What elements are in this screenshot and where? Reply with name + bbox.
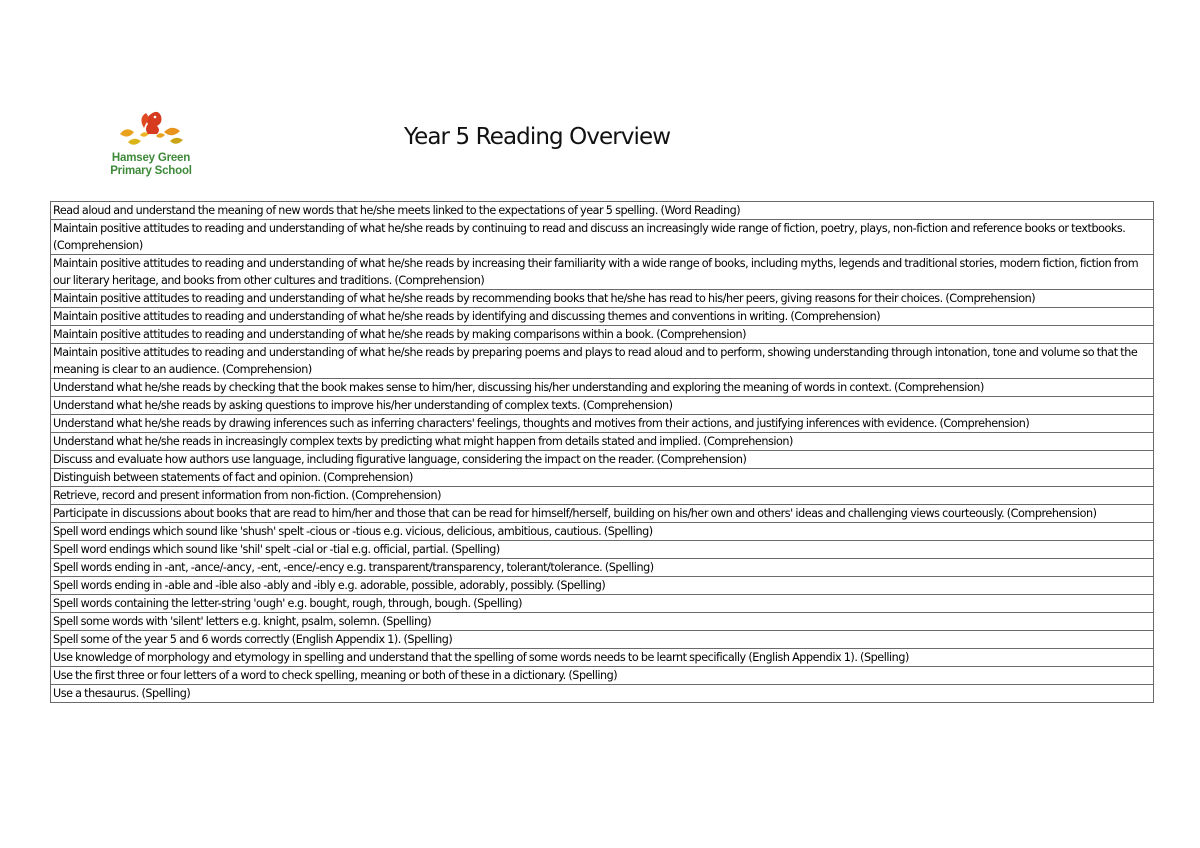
- objective-cell: Understand what he/she reads by checking that the book makes sense to him/her, discussing his/her understanding and exploring the meaning of words in context. (Comprehension): [51, 379, 1154, 397]
- table-row: [51, 397, 1154, 415]
- table-row: [51, 595, 1154, 613]
- table-row: [51, 451, 1154, 469]
- objective-cell: Spell some words with 'silent' letters e.g. knight, psalm, solemn. (Spelling): [51, 613, 1154, 631]
- objective-cell: Discuss and evaluate how authors use language, including figurative language, considering the impact on the reader. (Comprehension): [51, 451, 1154, 469]
- table-row: [51, 344, 1154, 379]
- table-row: [51, 469, 1154, 487]
- table-row: [51, 379, 1154, 397]
- objective-cell: Spell word endings which sound like 'shil' spelt -cial or -tial e.g. official, partial. (Spelling): [51, 541, 1154, 559]
- table-row: [51, 613, 1154, 631]
- page-title: Year 5 Reading Overview: [404, 124, 671, 150]
- objective-cell: Maintain positive attitudes to reading and understanding of what he/she reads by making comparisons within a book. (Comprehension): [51, 326, 1154, 344]
- logo-school-name-line1: Hamsey Green: [111, 152, 191, 164]
- squirrel-leaves-icon: [114, 108, 188, 152]
- objective-cell: Maintain positive attitudes to reading and understanding of what he/she reads by continuing to read and discuss an increasingly wide range of fiction, poetry, plays, non-fiction and reference books or textbooks. (Comprehension): [51, 220, 1154, 255]
- objective-cell: Understand what he/she reads by asking questions to improve his/her understanding of complex texts. (Comprehension): [51, 397, 1154, 415]
- objective-cell: Distinguish between statements of fact and opinion. (Comprehension): [51, 469, 1154, 487]
- objectives-table: [50, 201, 1154, 703]
- logo-school-name-line2: Primary School: [110, 165, 192, 177]
- objective-cell: Understand what he/she reads by drawing inferences such as inferring characters' feelings, thoughts and motives from their actions, and justifying inferences with evidence. (Comprehension): [51, 415, 1154, 433]
- table-row: [51, 541, 1154, 559]
- objective-cell: Spell words ending in -able and -ible also -ably and -ibly e.g. adorable, possible, adorably, possibly. (Spelling): [51, 577, 1154, 595]
- table-row: [51, 220, 1154, 255]
- table-row: [51, 631, 1154, 649]
- objective-cell: Maintain positive attitudes to reading and understanding of what he/she reads by preparing poems and plays to read aloud and to perform, showing understanding through intonation, tone and volume so that the meaning is clear to an audience. (Comprehension): [51, 344, 1154, 379]
- objective-cell: Maintain positive attitudes to reading and understanding of what he/she reads by increasing their familiarity with a wide range of books, including myths, legends and traditional stories, modern fiction, fiction from our literary heritage, and books from other cultures and traditions. (Comprehension): [51, 255, 1154, 290]
- objective-cell: Spell word endings which sound like 'shush' spelt -cious or -tious e.g. vicious, delicious, ambitious, cautious. (Spelling): [51, 523, 1154, 541]
- table-row: [51, 559, 1154, 577]
- objective-cell: Retrieve, record and present information from non-fiction. (Comprehension): [51, 487, 1154, 505]
- table-row: [51, 577, 1154, 595]
- objective-cell: Participate in discussions about books that are read to him/her and those that can be read for himself/herself, building on his/her own and others' ideas and challenging views courteously. (Comprehension): [51, 505, 1154, 523]
- table-row: [51, 433, 1154, 451]
- objective-cell: Spell words containing the letter-string 'ough' e.g. bought, rough, through, bough. (Spelling): [51, 595, 1154, 613]
- table-row: [51, 523, 1154, 541]
- table-row: [51, 667, 1154, 685]
- objective-cell: Read aloud and understand the meaning of new words that he/she meets linked to the expectations of year 5 spelling. (Word Reading): [51, 202, 1154, 220]
- objective-cell: Maintain positive attitudes to reading and understanding of what he/she reads by recommending books that he/she has read to his/her peers, giving reasons for their choices. (Comprehension): [51, 290, 1154, 308]
- table-row: [51, 685, 1154, 703]
- objective-cell: Spell some of the year 5 and 6 words correctly (English Appendix 1). (Spelling): [51, 631, 1154, 649]
- table-row: [51, 505, 1154, 523]
- table-row: [51, 255, 1154, 290]
- objective-cell: Use a thesaurus. (Spelling): [51, 685, 1154, 703]
- school-logo: [106, 108, 196, 182]
- table-row: [51, 649, 1154, 667]
- table-row: [51, 415, 1154, 433]
- objective-cell: Spell words ending in -ant, -ance/-ancy, -ent, -ence/-ency e.g. transparent/transparency, tolerant/tolerance. (Spelling): [51, 559, 1154, 577]
- objective-cell: Use knowledge of morphology and etymology in spelling and understand that the spelling of some words needs to be learnt specifically (English Appendix 1). (Spelling): [51, 649, 1154, 667]
- table-row: [51, 202, 1154, 220]
- objective-cell: Understand what he/she reads in increasingly complex texts by predicting what might happen from details stated and implied. (Comprehension): [51, 433, 1154, 451]
- objective-cell: Use the first three or four letters of a word to check spelling, meaning or both of these in a dictionary. (Spelling): [51, 667, 1154, 685]
- table-row: [51, 487, 1154, 505]
- objective-cell: Maintain positive attitudes to reading and understanding of what he/she reads by identifying and discussing themes and conventions in writing. (Comprehension): [51, 308, 1154, 326]
- table-row: [51, 326, 1154, 344]
- table-row: [51, 290, 1154, 308]
- table-row: [51, 308, 1154, 326]
